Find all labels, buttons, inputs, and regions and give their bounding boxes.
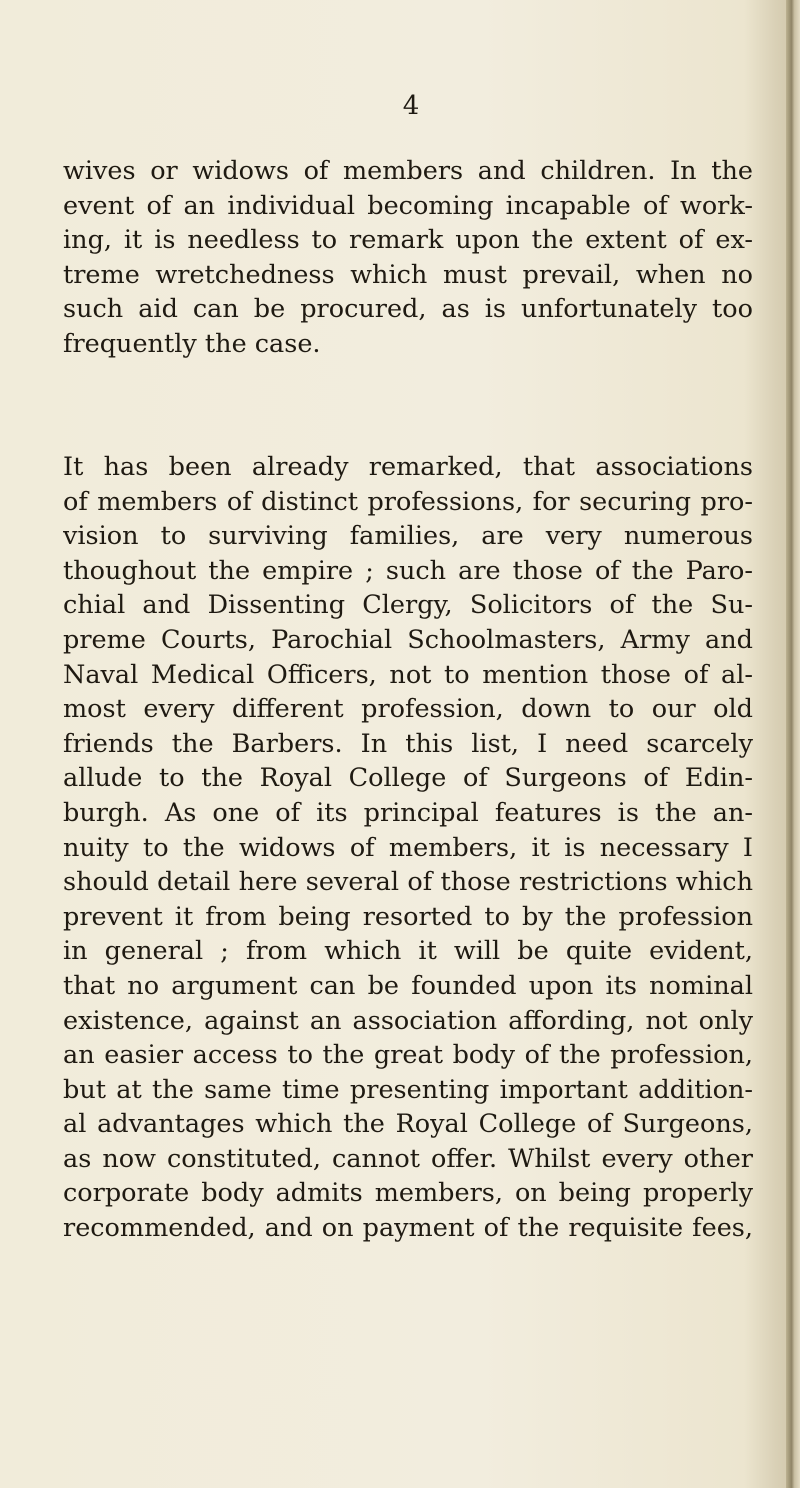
- text-line: corporate body admits members, on being properly: [63, 1178, 753, 1209]
- page-edge-shadow: [786, 0, 800, 1488]
- page-number: 4: [402, 91, 420, 121]
- text-line: treme wretchedness which must prevail, when no: [63, 259, 753, 290]
- text-line: recommended, and on payment of the requisite fees,: [63, 1213, 753, 1244]
- text-line: ing, it is needless to remark upon the extent of ex-: [63, 225, 753, 256]
- text-line: preme Courts, Parochial Schoolmasters, Army and: [63, 624, 753, 655]
- text-line: prevent it from being resorted to by the profession: [63, 901, 753, 932]
- text-line: in general ; from which it will be quite evident,: [63, 936, 753, 967]
- text-line: It has been already remarked, that associations: [63, 452, 753, 482]
- text-line: most every different profession, down to our old: [63, 694, 753, 725]
- text-line: should detail here several of those restrictions which: [63, 867, 753, 898]
- text-line: frequently the case.: [63, 328, 321, 359]
- text-line: event of an individual becoming incapable of work-: [63, 190, 753, 221]
- text-line: al advantages which the Royal College of Surgeons,: [63, 1109, 753, 1140]
- text-line: but at the same time presenting important addition-: [63, 1074, 753, 1105]
- text-line: nuity to the widows of members, it is necessary I: [63, 832, 753, 863]
- paragraph-1: [63, 154, 753, 362]
- text-line: wives or widows of members and children. In the: [63, 156, 753, 186]
- text-line: vision to surviving families, are very numerous: [63, 521, 753, 552]
- text-line: that no argument can be founded upon its nominal: [63, 970, 753, 1001]
- text-line: an easier access to the great body of the profession,: [63, 1040, 753, 1071]
- text-line: burgh. As one of its principal features is the an-: [63, 797, 753, 828]
- text-line: allude to the Royal College of Surgeons of Edin-: [63, 763, 753, 794]
- text-line: chial and Dissenting Clergy, Solicitors of the Su-: [63, 590, 753, 621]
- text-line: of members of distinct professions, for securing pro-: [63, 486, 753, 517]
- text-line: existence, against an association affording, not only: [63, 1005, 753, 1036]
- text-line: thoughout the empire ; such are those of the Paro-: [63, 555, 753, 586]
- text-line: such aid can be procured, as is unfortunately too: [63, 294, 753, 325]
- paragraph-2: [63, 450, 753, 1246]
- text-line: as now constituted, cannot offer. Whilst every other: [63, 1143, 753, 1174]
- text-line: Naval Medical Officers, not to mention those of al-: [63, 659, 753, 690]
- text-line: friends the Barbers. In this list, I need scarcely: [63, 728, 753, 759]
